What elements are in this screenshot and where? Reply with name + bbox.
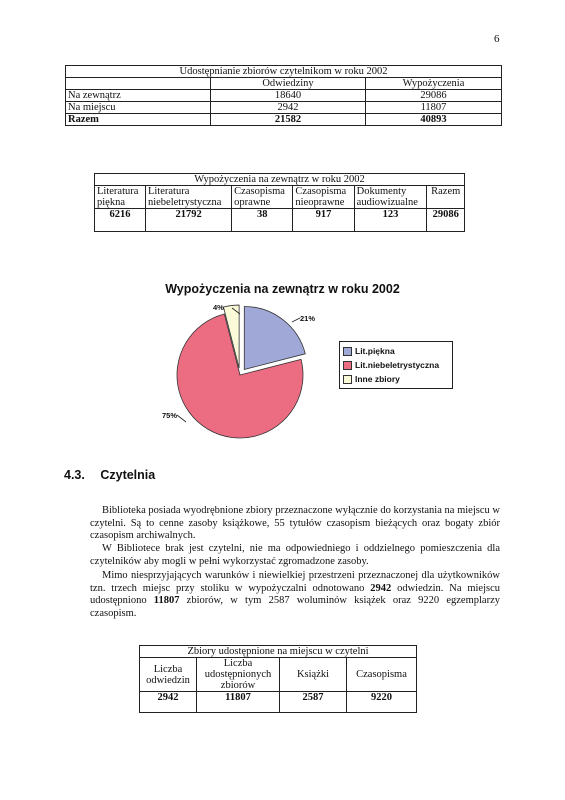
table-header-cell: Liczba udostępnionych zbiorów [197, 658, 280, 692]
table-header-cell: Książki [280, 658, 347, 692]
table-header-cell: Czasopisma [347, 658, 417, 692]
legend-label: Lit.piękna [355, 346, 395, 356]
table-header-cell [66, 78, 211, 90]
table-row [140, 692, 417, 713]
legend-swatch [343, 375, 352, 384]
table-header-cell: Dokumenty audiowizualne [354, 186, 427, 209]
table-cell: 18640 [211, 90, 366, 102]
section-number: 4.3. [64, 468, 85, 482]
legend-item [343, 358, 449, 372]
legend-swatch [343, 361, 352, 370]
section-title: Czytelnia [100, 468, 156, 482]
table-cell: 40893 [366, 114, 502, 126]
page-number: 6 [494, 33, 500, 45]
table-cell: 21792 [145, 209, 231, 232]
legend-swatch [343, 347, 352, 356]
legend-item [343, 372, 449, 386]
data-label-inne: 4% [213, 303, 224, 312]
table-row-total [66, 114, 502, 126]
table-cell: 2942 [211, 102, 366, 114]
table-cell: 2587 [280, 692, 347, 713]
row-label: Na zewnątrz [66, 90, 211, 102]
table-header-cell: Odwiedziny [211, 78, 366, 90]
table-header-cell: Czasopisma oprawne [232, 186, 293, 209]
table-zbiory-czytelnia [139, 645, 417, 713]
table-title: Wypożyczenia na zewnątrz w roku 2002 [95, 174, 465, 186]
table-cell: 11807 [366, 102, 502, 114]
table-header-cell: Liczba odwiedzin [140, 658, 197, 692]
chart-title: Wypożyczenia na zewnątrz w roku 2002 [165, 282, 400, 296]
table-udostepnianie [65, 65, 502, 126]
chart-legend [339, 341, 453, 389]
legend-label: Inne zbiory [355, 374, 400, 384]
data-label-lit-niebeletrystyczna: 75% [162, 411, 178, 420]
table-cell: 2942 [140, 692, 197, 713]
row-label: Na miejscu [66, 102, 211, 114]
table-title: Zbiory udostępnione na miejscu w czytelni [140, 646, 417, 658]
paragraph-1: Biblioteka posiada wyodrębnione zbiory przeznaczone wyłącznie do korzystania na miejscu w czytelni. Są to cenne zasoby książkowe, 55 tytułów czasopism bieżących oraz bogaty zbiór czasopism archiwalnych. [90, 505, 500, 541]
table-cell: 917 [293, 209, 354, 232]
paragraph-2: W Bibliotece brak jest czytelni, nie ma odpowiedniego i oddzielnego pomieszczenia dla czytelników aby mogli w pełni wykorzystać zgromadzone zasoby. [90, 543, 500, 567]
table-header-cell: Czasopisma nieoprawne [293, 186, 354, 209]
table-header-cell: Razem [427, 186, 465, 209]
data-label-lit-piekna: 21% [300, 314, 316, 323]
table-cell: 6216 [95, 209, 146, 232]
label-leader-lines [140, 300, 340, 440]
table-cell: 9220 [347, 692, 417, 713]
section-heading [64, 468, 155, 482]
table-cell: 123 [354, 209, 427, 232]
table-row [66, 102, 502, 114]
table-row [95, 209, 465, 232]
legend-item [343, 344, 449, 358]
table-header-cell: Wypożyczenia [366, 78, 502, 90]
table-cell: 38 [232, 209, 293, 232]
table-cell: 29086 [366, 90, 502, 102]
paragraph-3: Mimo niesprzyjających warunków i niewielkiej przestrzeni przeznaczonej dla użytkowników tzn. trzech miejsc przy stoliku w wypożyczalni odnotowano 2942 odwiedzin. Na miejscu udostępniono 11807 zbiorów, w tym 2587 woluminów książek oraz 9220 egzemplarzy czasopism. [90, 570, 501, 619]
table-cell: 29086 [427, 209, 465, 232]
table-wypozyczenia [94, 173, 465, 232]
table-header-cell: Literatura niebeletrystyczna [145, 186, 231, 209]
table-title: Udostępnianie zbiorów czytelnikom w roku 2002 [66, 66, 502, 78]
table-header-cell: Literatura piękna [95, 186, 146, 209]
table-cell: 11807 [197, 692, 280, 713]
legend-label: Lit.niebeletrystyczna [355, 360, 440, 370]
table-cell: 21582 [211, 114, 366, 126]
row-label: Razem [66, 114, 211, 126]
table-row [66, 90, 502, 102]
